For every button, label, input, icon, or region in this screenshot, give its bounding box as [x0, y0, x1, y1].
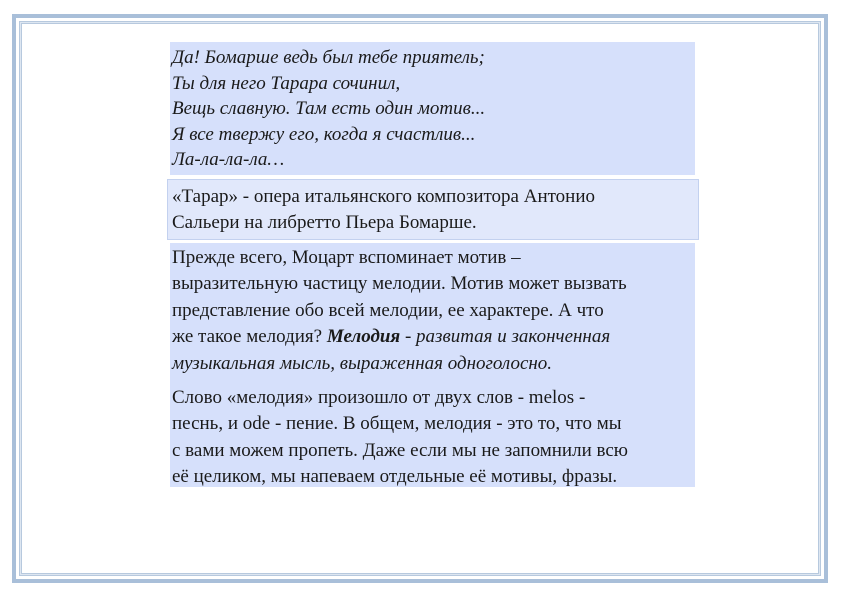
paragraph-motif: [172, 245, 695, 377]
text-line: выразительную частицу мелодии. Мотив может вызвать: [172, 273, 627, 295]
poem-line: Ты для него Тарара сочинил,: [172, 72, 401, 94]
poem-line: Ла-ла-ла-ла…: [172, 149, 285, 171]
text-line: представление обо всей мелодии, ее характере. А что: [172, 299, 604, 321]
footnote-block: [167, 179, 699, 240]
text-line: Слово «мелодия» произошло от двух слов - melos -: [172, 387, 586, 409]
poem-quote-block: [170, 42, 695, 175]
definition-text: - развитая и законченная: [400, 326, 611, 348]
paragraph-etymology: [172, 385, 695, 491]
question-text: же такое мелодия?: [172, 326, 327, 348]
poem-line: Да! Бомарше ведь был тебе приятель;: [172, 47, 485, 68]
melody-term: Мелодия: [326, 326, 401, 348]
footnote-line: «Тарар» - опера итальянского композитора Антонио: [172, 186, 596, 207]
main-text-block: [170, 243, 695, 487]
text-line: её целиком, мы напеваем отдельные её мотивы, фразы.: [172, 466, 618, 488]
text-line: с вами можем пропеть. Даже если мы не запомнили всю: [172, 439, 628, 461]
text-line: Прежде всего, Моцарт вспоминает мотив –: [172, 247, 521, 268]
definition-text-end: музыкальная мысль, выраженная одноголосно.: [172, 352, 553, 374]
poem-line: Вещь славную. Там есть один мотив...: [172, 98, 486, 120]
text-line-definition: [172, 324, 695, 350]
footnote-line: Сальери на либретто Пьера Бомарше.: [172, 212, 477, 233]
text-line: песнь, и ode - пение. В общем, мелодия - это то, что мы: [172, 413, 622, 435]
poem-line: Я все твержу его, когда я счастлив...: [172, 123, 476, 145]
